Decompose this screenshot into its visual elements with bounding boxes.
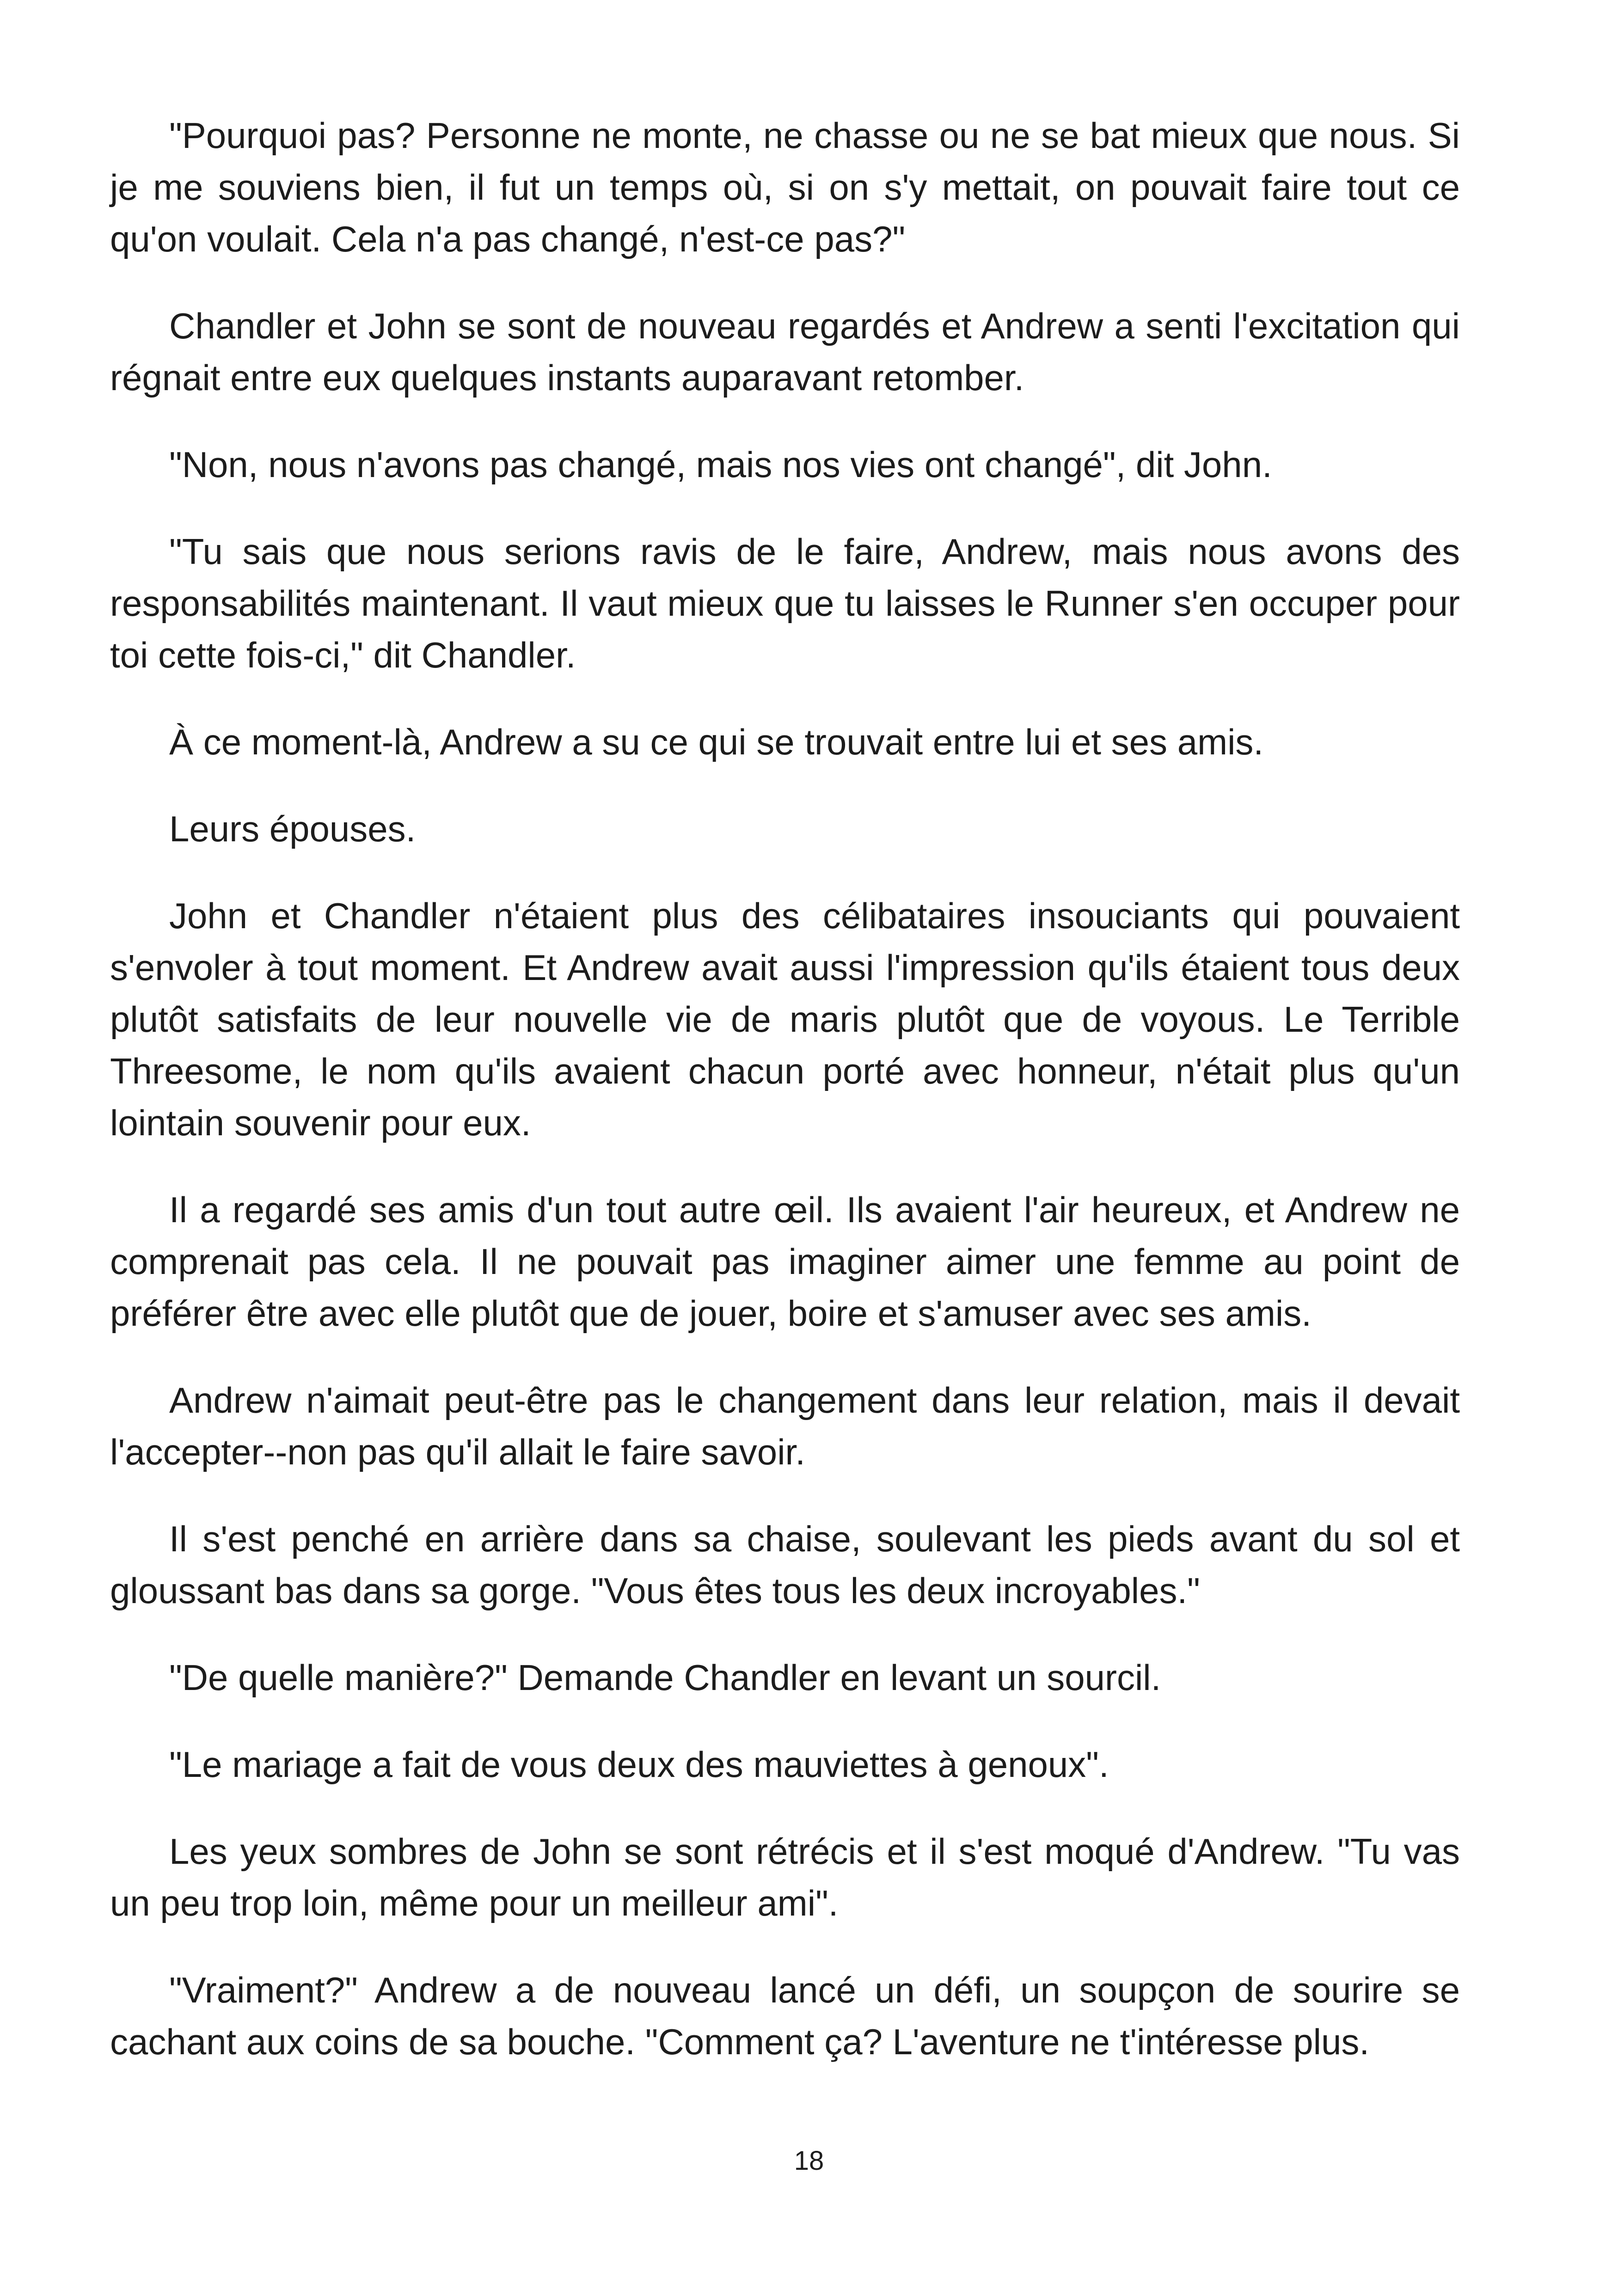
paragraph: Il s'est penché en arrière dans sa chaise, soulevant les pieds avant du sol et gloussant bas dans sa gorge. "Vous êtes tous les deux incroyables." xyxy=(110,1518,1460,1611)
paragraph: Il a regardé ses amis d'un tout autre œil. Ils avaient l'air heureux, et Andrew ne comprenait pas cela. Il ne pouvait pas imaginer aimer une femme au point de préférer être avec elle plutôt que de jouer, boire et s'amuser avec ses amis. xyxy=(110,1189,1460,1334)
paragraph: "De quelle manière?" Demande Chandler en levant un sourcil. xyxy=(169,1657,1161,1698)
paragraph: Les yeux sombres de John se sont rétrécis et il s'est moqué d'Andrew. "Tu vas un peu trop loin, même pour un meilleur ami". xyxy=(110,1831,1460,1923)
paragraph: John et Chandler n'étaient plus des célibataires insouciants qui pouvaient s'envoler à tout moment. Et Andrew avait aussi l'impression qu'ils étaient tous deux plutôt satisfaits de leur nouvelle vie de maris plutôt que de voyous. Le Terrible Threesome, le nom qu'ils avaient chacun porté avec honneur, n'était plus qu'un lointain souvenir pour eux. xyxy=(110,895,1460,1143)
paragraph: Andrew n'aimait peut-être pas le changement dans leur relation, mais il devait l'accepter--non pas qu'il allait le faire savoir. xyxy=(110,1380,1460,1472)
paragraph: "Non, nous n'avons pas changé, mais nos vies ont changé", dit John. xyxy=(169,444,1272,485)
paragraph: "Tu sais que nous serions ravis de le faire, Andrew, mais nous avons des responsabilités maintenant. Il vaut mieux que tu laisses le Runner s'en occuper pour toi cette fois-ci," dit Chandler. xyxy=(110,531,1460,675)
paragraph: "Le mariage a fait de vous deux des mauviettes à genoux". xyxy=(169,1744,1109,1785)
paragraph: Leurs épouses. xyxy=(169,808,416,849)
paragraph: "Pourquoi pas? Personne ne monte, ne chasse ou ne se bat mieux que nous. Si je me souviens bien, il fut un temps où, si on s'y mettait, on pouvait faire tout ce qu'on voulait. Cela n'a pas changé, n'est-ce pas?" xyxy=(110,115,1460,259)
paragraph: À ce moment-là, Andrew a su ce qui se trouvait entre lui et ses amis. xyxy=(169,722,1264,762)
page-number: 18 xyxy=(794,2146,824,2176)
paragraph: Chandler et John se sont de nouveau regardés et Andrew a senti l'excitation qui régnait entre eux quelques instants auparavant retomber. xyxy=(110,306,1460,398)
body-text xyxy=(110,110,1460,2103)
paragraph: "Vraiment?" Andrew a de nouveau lancé un défi, un soupçon de sourire se cachant aux coins de sa bouche. "Comment ça? L'aventure ne t'intéresse plus. xyxy=(110,1970,1460,2062)
